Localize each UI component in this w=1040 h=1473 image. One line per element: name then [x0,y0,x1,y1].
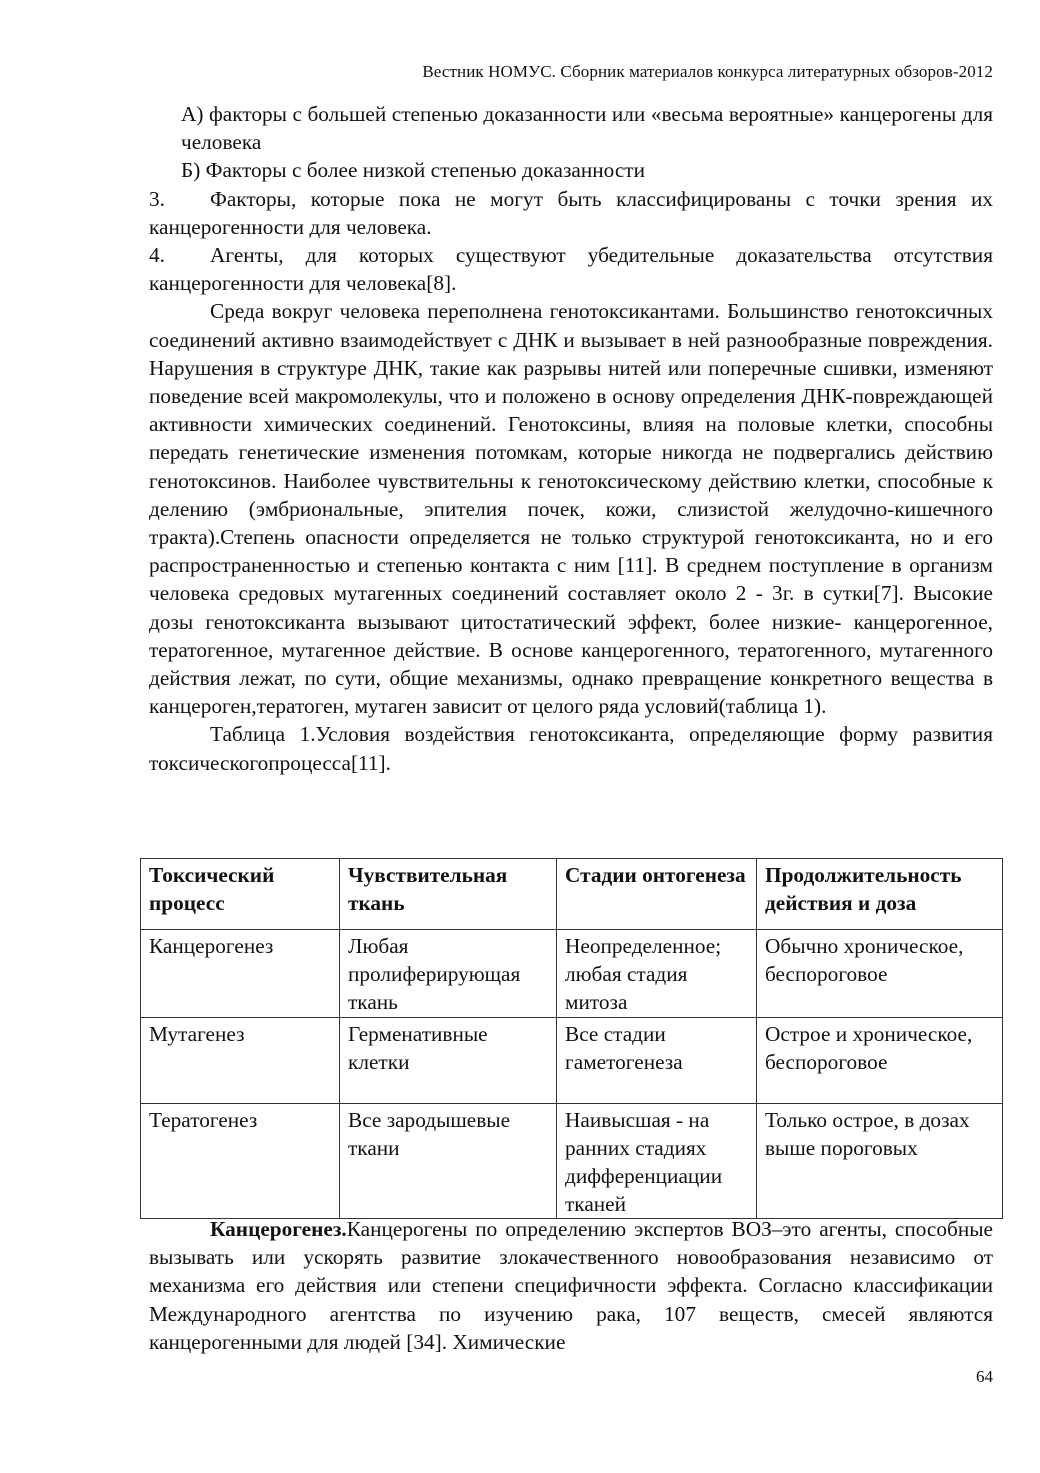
table-cell: Наивысшая - на ранних стадиях дифференциации тканей [557,1103,757,1219]
page-number: 64 [976,1367,993,1386]
body-paragraph: Среда вокруг человека переполнена генотоксикантами. Большинство генотоксичных соединений активно взаимодействует с ДНК и вызывает в ней разнообразные повреждения. Нарушения в структуре ДНК, такие как разрывы нитей или поперечные сшивки, изменяют поведение всей макромолекулы, что и положено в основу определения ДНК-повреждающей активности химических соединений. Генотоксины, влияя на половые клетки, способны передать генетические изменения потомкам, которые никогда не подвергались действию генотоксинов. Наиболее чувствительны к генотоксическому действию клетки, способные к делению (эмбриональные, эпителия почек, кожи, слизистой желудочно-кишечного тракта).Степень опасности определяется не только структурой генотоксиканта, но и его распространенностью и степенью контакта с ним [11]. В среднем поступление в организм человека средовых мутагенных соединений составляет около 2 - 3г. в сутки[7]. Высокие дозы генотоксиканта вызывают цитостатический эффект, более низкие- канцерогенное, тератогенное, мутагенное действие. В основе канцерогенного, тератогенного, мутагенного действия лежат, по сути, общие механизмы, однако превращение конкретного вещества в канцероген,тератоген, мутаген зависит от целого ряда условий(таблица 1). [149,299,993,719]
list-item-a: А) факторы с большей степенью доказанности или «весьма вероятные» канцерогены для человека [181,102,993,155]
table-cell: Все стадии гаметогенеза [557,1017,757,1103]
list-item-4 [149,241,993,297]
table-cell: Мутагенез [141,1017,340,1103]
list-item-4-text: Агенты, для которых существуют убедительные доказательства отсутствия канцерогенности для человека[8]. [149,243,993,296]
table-row [141,1017,1003,1103]
table-header-cell: Стадии онтогенеза [557,859,757,930]
table-cell: Обычно хроническое, беспороговое [757,930,1003,1018]
running-header: Вестник НОМУС. Сборник материалов конкурса литературных обзоров-2012 [422,62,993,81]
table-cell: Только острое, в дозах выше пороговых [757,1103,1003,1219]
closing-paragraph [149,1215,993,1356]
main-text [149,100,993,777]
table-cell: Тератогенез [141,1103,340,1219]
table-cell: Все зародышевые ткани [340,1103,557,1219]
table-cell: Любая пролиферирующая ткань [340,930,557,1018]
toxic-process-table [140,858,1003,1219]
table-cell: Герменативные клетки [340,1017,557,1103]
table-cell: Острое и хроническое, беспороговое [757,1017,1003,1103]
table-header-row [141,859,1003,930]
closing-paragraph-text: Канцерогены по определению экспертов ВОЗ–это агенты, способные вызывать или ускорять развитие злокачественного новообразования независимо от механизма его действия или степени специфичности эффекта. Согласно классификации Международного агентства по изучению рака, 107 веществ, смесей являются канцерогенными для людей [34]. Химические [149,1217,993,1354]
table-row [141,1103,1003,1219]
table-header-cell: Чувствительная ткань [340,859,557,930]
closing-text [149,1215,993,1356]
table-row [141,930,1003,1018]
table-header-cell: Токсический процесс [141,859,340,930]
table-header-cell: Продолжительность действия и доза [757,859,1003,930]
list-item-3 [149,185,993,241]
table-cell: Неопределенное; любая стадия митоза [557,930,757,1018]
list-item-b: Б) Факторы с более низкой степенью доказанности [181,158,645,183]
table-cell: Канцерогенез [141,930,340,1018]
list-item-4-number: 4. [149,243,165,268]
table-caption: Таблица 1.Условия воздействия генотоксиканта, определяющие форму развития токсическогопроцесса[11]. [149,722,993,775]
section-lead-bold: Канцерогенез. [210,1217,347,1241]
list-item-3-text: Факторы, которые пока не могут быть классифицированы с точки зрения их канцерогенности для человека. [149,186,993,239]
list-item-3-number: 3. [149,186,165,211]
